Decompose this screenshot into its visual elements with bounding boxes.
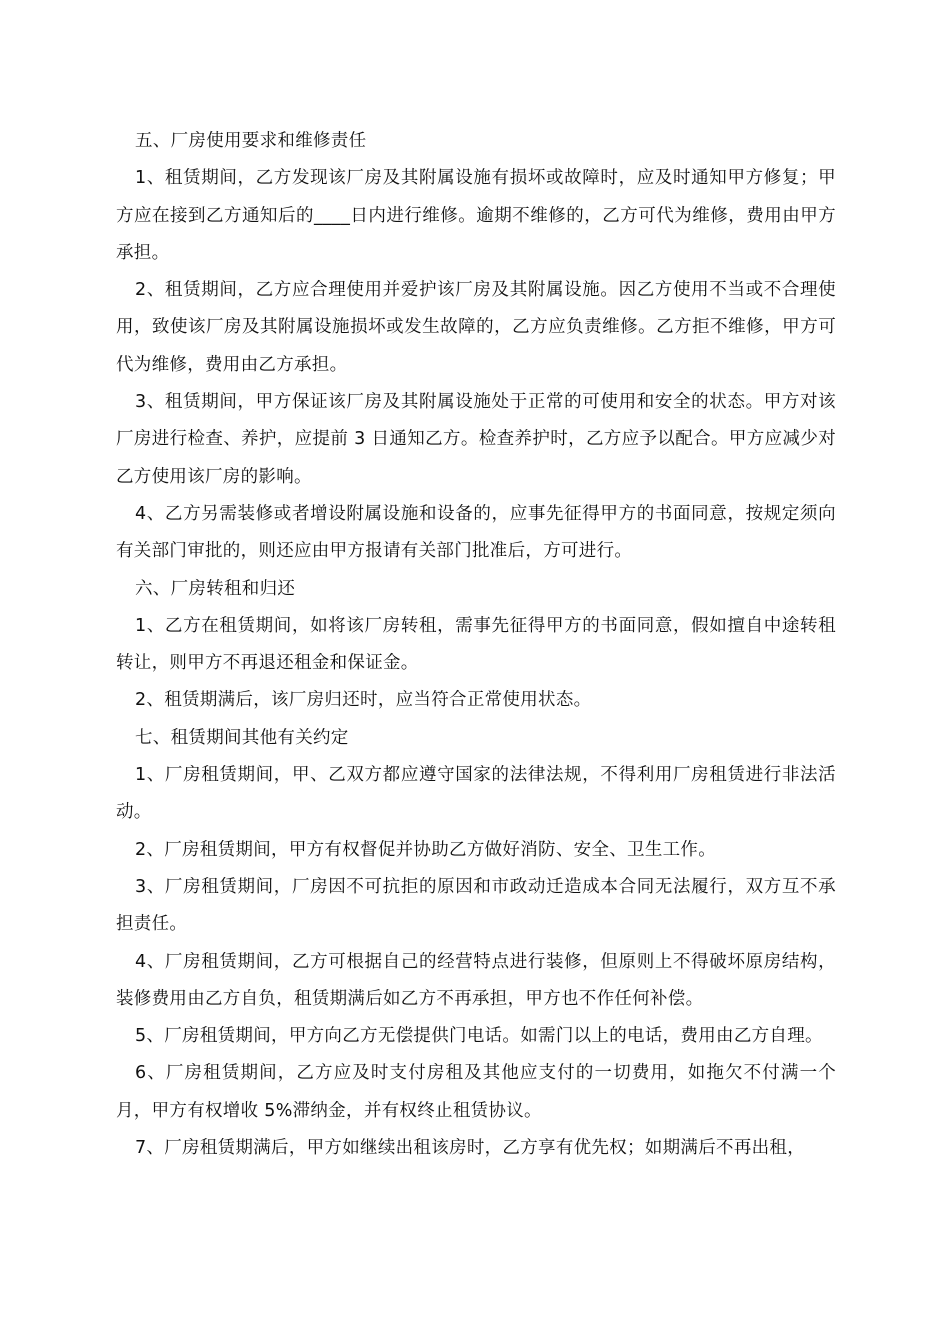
paragraph-7-1: 1、厂房租赁期间，甲、乙双方都应遵守国家的法律法规，不得利用厂房租赁进行非法活动。 [116,765,836,823]
paragraph-7-5: 5、厂房租赁期间，甲方向乙方无偿提供门电话。如需门以上的电话，费用由乙方自理。 [135,1026,823,1047]
paragraph-7-7: 7、厂房租赁期满后，甲方如继续出租该房时，乙方享有优先权；如期满后不再出租， [135,1138,806,1159]
paragraph-7-4: 4、厂房租赁期间，乙方可根据自己的经营特点进行装修，但原则上不得破坏原房结构，装修费用由乙方自负，租赁期满后如乙方不再承担，甲方也不作任何补偿。 [116,951,836,1009]
paragraph-7-2: 2、厂房租赁期间，甲方有权督促并协助乙方做好消防、安全、卫生工作。 [135,839,717,860]
section-heading-5: 五、厂房使用要求和维修责任 [135,131,367,151]
paragraph-5-2: 2、租赁期间，乙方应合理使用并爱护该厂房及其附属设施。因乙方使用不当或不合理使用，致使该厂房及其附属设施损坏或发生故障的，乙方应负责维修。乙方拒不维修，甲方可代为维修，费用由乙方承担。 [116,280,836,375]
paragraph-5-1: 1、租赁期间，乙方发现该厂房及其附属设施有损坏或故障时，应及时通知甲方修复；甲方应在接到乙方通知后的____日内进行维修。逾期不维修的，乙方可代为维修，费用由甲方承担。 [116,168,836,263]
paragraph-5-4: 4、乙方另需装修或者增设附属设施和设备的，应事先征得甲方的书面同意，按规定须向有关部门审批的，则还应由甲方报请有关部门批准后，方可进行。 [116,503,836,562]
section-heading-7: 七、租赁期间其他有关约定 [135,727,349,748]
section-heading-6: 六、厂房转租和归还 [135,578,296,599]
paragraph-6-1: 1、乙方在租赁期间，如将该厂房转租，需事先征得甲方的书面同意，假如擅自中途转租转让，则甲方不再退还租金和保证金。 [116,615,836,674]
paragraph-7-6: 6、厂房租赁期间，乙方应及时支付房租及其他应支付的一切费用，如拖欠不付满一个月，甲方有权增收 5%滞纳金，并有权终止租赁协议。 [116,1063,836,1121]
paragraph-5-3: 3、租赁期间，甲方保证该厂房及其附属设施处于正常的可使用和安全的状态。甲方对该厂房进行检查、养护，应提前 3 日通知乙方。检查养护时，乙方应予以配合。甲方应减少对乙方使用该厂房的影响。 [116,392,836,487]
paragraph-7-3: 3、厂房租赁期间，厂房因不可抗拒的原因和市政动迁造成本合同无法履行，双方互不承担责任。 [116,876,836,935]
document-page [116,123,836,1167]
paragraph-6-2: 2、租赁期满后，该厂房归还时，应当符合正常使用状态。 [135,690,592,711]
